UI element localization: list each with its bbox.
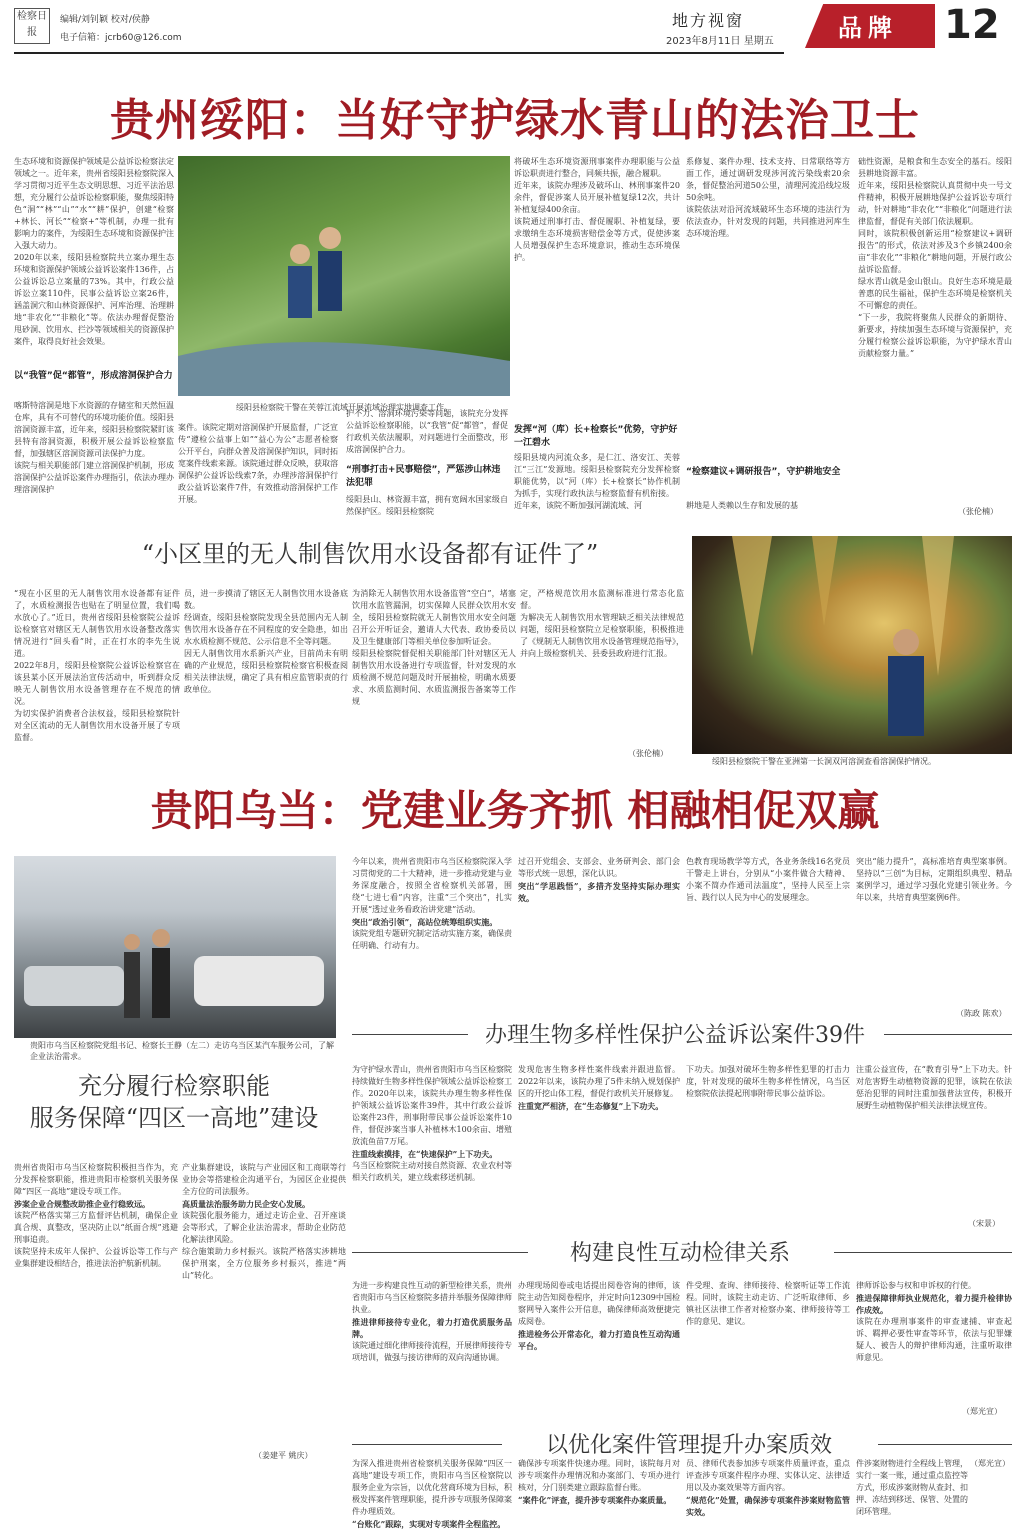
section3-rule-left: [352, 1444, 502, 1445]
inline-subhead: “案件化”评查，提升涉专项案件办案质量。: [518, 1495, 672, 1505]
section3-text-col1: [352, 1458, 512, 1529]
page-number: 12: [944, 2, 1000, 48]
section2-text-col2: [518, 1280, 680, 1420]
editor-credit: 编辑/刘钊颖 校对/侯静: [60, 15, 150, 25]
photo2-caption: 绥阳县检察院干警在亚洲第一长洞双河溶洞查看溶洞保护情况。: [712, 757, 936, 766]
section1-text-col3: [686, 1064, 850, 1230]
article1-subhead3: 发挥“河（库）长+检察长”优势，守护好一江碧水: [514, 425, 678, 448]
section2-text-col4: [856, 1280, 1012, 1406]
article1-text-col2b: [346, 408, 508, 466]
paragraph: 员、律师代表参加涉专项案件质量评查，重点评查涉专项案件程序办理、实体认定、法律适用以及办案效果等方面内容。: [686, 1459, 850, 1492]
paragraph: 案件。该院定期对溶洞保护开展监督，广泛宣传“遵检公益事上如”“益心为公”志愿者检察公开平台，向群众普及溶洞保护知识，同时拓宽案件线索来源。该院通过群众反映，获取溶洞保护公益诉讼线索7条，办理涉溶洞保护行政公益诉讼案件7件，有效推动溶洞保护工作开展。: [178, 423, 338, 504]
article3-text-colA: [14, 1162, 178, 1462]
article3-text-col5: [686, 856, 850, 1006]
paragraph: 绥阳县山、林资源丰富，拥有宽阔水国家级自然保护区。绥阳县检察院: [346, 495, 508, 516]
email-address: 电子信箱：jcrb60@126.com: [60, 33, 182, 43]
article2-text-col2: [184, 588, 348, 756]
paragraph: 为解决无人制售饮用水管理缺乏相关法律规范问题，绥阳县检察院立足检察职能，积极推进了《规制无人制售饮用水设备管理规范指导》，并向上级检察机关、县委县政府进行汇报。: [520, 613, 684, 658]
section1-text-col1: [352, 1064, 512, 1230]
inline-subhead: 突出“政治引领”，高站位统筹组织实施。: [352, 917, 498, 927]
section1-text-col4: [856, 1064, 1012, 1216]
paragraph: 定，严格规范饮用水监测标准进行常态化监督。: [520, 589, 684, 610]
paragraph: 该院强化服务能力，通过走访企业、召开座谈会等形式，了解企业法治需求，帮助企业防范化解法律风险。: [182, 1211, 346, 1244]
inline-subhead: “台账化”跟踪，实现对专项案件全程监控。: [352, 1519, 506, 1529]
paragraph: 因无人制售饮用水系新兴产业，目前尚未有明确的产业规范，绥阳县检察院检察官积极查阅相关法律法规，确定了具有相应监管职责的行政单位。: [184, 649, 348, 694]
paragraph: 喀斯特溶洞是地下水资源的存储室和天然恒温仓库，具有不可替代的环境功能价值。绥阳县溶洞资源丰富，近年来，绥阳县检察院紧盯该县特有溶洞资源，积极开展公益诉讼检察监督，加强辖区溶洞资源司法保护力度。: [14, 401, 174, 458]
paragraph: 同时，该院积极创新运用“检察建议+调研报告”的形式，依法对涉及3个乡镇2400余亩“非农化”“非粮化”耕地问题，开展行政公益诉讼监督。: [858, 229, 1012, 274]
photo3-caption: 贵阳市乌当区检察院党组书记、检察长王静（左二）走访乌当区某汽车服务公司，了解企业法治需求。: [30, 1041, 334, 1061]
article1-text-col3: [514, 156, 680, 422]
photo1-caption: 绥阳县检察院干警在芙蓉江流域开展流域治理实地调查工作。: [236, 403, 452, 412]
paragraph: 为深入推进贵州省检察机关服务保障“四区一高地”建设专项工作，贵阳市乌当区检察院以服务企业为宗旨，以优化营商环境为目标，积极发挥案件管理职能，提升涉专项服务保障案件办理质效。: [352, 1459, 512, 1516]
paragraph: 件涉案财物进行全程线上管理，实行一案一账，通过重点监控等方式，形成涉案财物从查封、扣押、冻结到移送、保管、处置的闭环管理。: [856, 1459, 968, 1516]
article1-text-col4: [686, 156, 850, 456]
inline-subhead: 突出“学思践悟”，多措齐发坚持实际办理实效。: [518, 881, 680, 903]
paragraph: 确保涉专项案件快速办理。同时，该院每月对涉专项案件办理情况和办案部门、专项办进行核对，分门别类建立跟踪监督台账。: [518, 1459, 680, 1492]
paragraph: 为切实保护消费者合法权益，绥阳县检察院针对全区流动的无人制售饮用水设备开展了专项监督。: [14, 709, 180, 742]
section1-byline: （宋景）: [968, 1219, 1000, 1228]
paragraph: 础性资源，是粮食和生态安全的基石。绥阳县耕地资源丰富。: [858, 157, 1012, 178]
photo-illustration: [14, 856, 336, 1038]
paragraph: 过召开党组会、支部会、业务研判会、部门会等形式统一思想，深化认识。: [518, 857, 680, 878]
inline-subhead: 推进律师接待专业化，着力打造优质服务品牌。: [352, 1317, 512, 1339]
paragraph: 近年来，该院不断加强河湖流域、河: [514, 501, 642, 510]
article3-text-col3: [352, 856, 512, 1006]
section3-rule-right: [878, 1444, 1012, 1445]
inline-subhead: 高质量法治服务助力民企安心发展。: [182, 1199, 310, 1209]
section2-text-col3: [686, 1280, 850, 1420]
section-title: 地方视窗: [672, 11, 745, 30]
section3-title: 以优化案件管理提升办案质效: [545, 1433, 832, 1458]
section3-text-col2: [518, 1458, 680, 1505]
section2-rule-left: [352, 1252, 528, 1253]
article2-text-col1: [14, 588, 180, 756]
paragraph: “下一步，我院将聚焦人民群众的新期待、新要求，持续加强生态环境与资源保护，充分履行检察公益诉讼职能，为守护绿水青山贡献检察力量。”: [858, 313, 1012, 358]
paragraph: 该院党组专题研究制定活动实施方案，确保责任明确、行动有力。: [352, 929, 512, 950]
article1-text-col3b: [514, 452, 680, 518]
car-shape: [194, 956, 324, 1006]
section2-text-col1: [352, 1280, 512, 1420]
paragraph: 色教育现场教学等方式，各业务条线16名党员干警走上讲台，分别从“小案件做合大精神、小案不简办作通司法温度”，坚持人民至上宗旨、践行以人民为中心的发展理念。: [686, 857, 850, 902]
paragraph: 该院通过刑事打击、督促履职、补植复绿，要求缴纳生态环境损害赔偿金等方式，促使涉案人员增强保护生态环境意识，推动生态环境保护。: [514, 217, 680, 262]
paragraph: 贵州省贵阳市乌当区检察院积极担当作为，充分发挥检察职能，推进贵阳市检察机关服务保障“四区一高地”建设专项工作。: [14, 1163, 178, 1196]
article3-text-col4: [518, 856, 680, 1006]
paragraph: 产业集群建设，该院与产业园区和工商联等行业协会等搭建检企沟通平台，为园区企业提供全方位的司法服务。: [182, 1163, 346, 1196]
paragraph: 经调查，绥阳县检察院发现全县范围内无人制售饮用水设备存在不同程度的安全隐患，如出水水质检测不规范、公示信息不全等问题。: [184, 613, 348, 646]
section3-byline: （郑光宣）: [970, 1459, 1010, 1468]
paragraph: 员，进一步摸清了辖区无人制售饮用水设备底数。: [184, 589, 348, 610]
paragraph: 发现危害生物多样性案件线索并跟进监督。2022年以来，该院办理了5件未纳入规划保护区的开挖山体工程，督促行政机关开展修复。: [518, 1065, 680, 1098]
inline-subhead: 涉案企业合规整改助推企业行稳致远。: [14, 1199, 150, 1209]
cave-inspection-photo: [692, 536, 1012, 754]
photo-illustration: [178, 156, 510, 396]
paragraph: 为守护绿水青山，贵州省贵阳市乌当区检察院持续做好生物多样性保护领域公益诉讼检察工作。2020年以来，该院共办理生物多样性保护领域公益诉讼案件39件，其中行政公益诉讼案件23件，刑事附带民事公益诉讼案件10件，督促涉案当事人补植林木100余亩、增殖放流鱼苗7万尾。: [352, 1065, 512, 1146]
paragraph: 注重公益宣传，在“教育引导”上下功夫。针对危害野生动植物资源的犯罪，该院在依法惩治犯罪的同时注重加强普法宣传，积极开展野生动植物保护相关法律法规宣传。: [856, 1065, 1012, 1110]
section3-text-col3: [686, 1458, 850, 1517]
article1-text-col4b: [686, 500, 850, 518]
officer-head: [290, 244, 310, 264]
inline-subhead: 注重宽严相济，在“生态修复”上下功夫。: [518, 1101, 664, 1111]
photo-illustration: [692, 536, 1012, 754]
paragraph: 办理现场阅卷或电话提出阅卷咨询的律师，该院主动告知阅卷程序，并定时向12309中国检察网导入案件公开信息，确保律师高效便捷完成阅卷。: [518, 1281, 680, 1326]
issue-date: 2023年8月11日 星期五: [666, 36, 774, 47]
officer-figure: [888, 656, 924, 736]
article3-subheadline-a: 充分履行检察职能: [78, 1072, 270, 1100]
header-rule: [14, 52, 784, 54]
inline-subhead: “规范化”处置，确保涉专项案件涉案财物监管实效。: [686, 1495, 850, 1517]
article3-text-colB: [182, 1162, 346, 1448]
masthead: [0, 0, 1024, 70]
visitor-figure: [124, 952, 140, 1018]
article3-text-col6: [856, 856, 1012, 1006]
article1-subhead4: “检察建议+调研报告”，守护耕地安全: [686, 467, 841, 477]
paragraph: 件受理、查询、律师接待、检察听证等工作流程。同时，该院主动走访、广泛听取律师、乡镇社区法律工作者对检察办案、律师接待等工作的意见、建议。: [686, 1281, 850, 1326]
paragraph: 为消除无人制售饮用水设备监管“空白”，堵塞饮用水监管漏洞，切实保障人民群众饮用水安全，绥阳县检察院就无人制售饮用水安全问题召开公开听证会，邀请人大代表、政协委员以及卫生健康部门等相关单位参加听证会。: [352, 589, 516, 646]
paragraph: 近年来，该院办理涉及破坏山、林刑事案件20余件，督促涉案人员开展补植复绿12次，共计补植复绿400余亩。: [514, 181, 680, 214]
officer-figure: [288, 266, 312, 318]
inline-subhead: 推进检务公开常态化，着力打造良性互动沟通平台。: [518, 1329, 680, 1351]
paragraph: 突出“能力提升”，高标准培育典型案事例。坚持以“三创”为目标，定期组织典型、精品案例学习，通过学习强化党建引领业务。今年以来，共培育典型案例6件。: [856, 857, 1012, 902]
visitor-head: [124, 934, 140, 950]
paragraph: 为进一步构建良性互动的新型检律关系，贵州省贵阳市乌当区检察院多措并举服务保障律师执业。: [352, 1281, 512, 1314]
paragraph: 该院坚持未成年人保护、公益诉讼等工作与产业集群建设相结合，推进法治护航新机制。: [14, 1247, 178, 1268]
article1-subhead2: “刑事打击+民事赔偿”，严惩涉山林违法犯罪: [346, 465, 501, 488]
paragraph: 该院与相关职能部门建立溶洞保护机制，形成溶洞保护公益诉讼案件办理指引，依法办理办理溶洞保护: [14, 461, 174, 494]
article1-text-col2c: [346, 494, 508, 518]
paragraph: 2020年以来，绥阳县检察院共立案办理生态环境和资源保护领域公益诉讼案件136件，占公益诉讼总立案量的73%。其中，行政公益诉讼立案110件，民事公益诉讼立案26件，涵盖洞穴和山林资源保护、河库治理、治理耕地“非农化”“非粮化”等。依法办理督促整治甩砂洞、饮用水、拦沙等领域相关的资源保护案件，取得良好社会效果。: [14, 253, 174, 346]
visitor-figure: [152, 948, 170, 1018]
section1-text-col2: [518, 1064, 680, 1230]
article3-byline-b: （陈政 陈欢）: [956, 1009, 1007, 1018]
section1-rule-left: [352, 1034, 468, 1035]
section2-rule-right: [834, 1252, 1012, 1253]
article3-headline: 贵阳乌当：党建业务齐抓 相融相促双赢: [150, 786, 880, 835]
article1-text-col1c: [14, 400, 174, 518]
paragraph: 2022年8月，绥阳县检察院公益诉讼检察官在该县某小区开展法治宣传活动中，听到群众反映无人制售饮用水设备管理存在不规范的情况。: [14, 661, 180, 706]
paragraph: 将破坏生态环境资源刑事案件办理职能与公益诉讼职责进行整合，同频共振，融合履职。: [514, 157, 680, 178]
paragraph: 绥阳县境内河流众多，是仁江、洛安江、芙蓉江“三江”发源地。绥阳县检察院充分发挥检察职能优势，以“河（库）长+检察长”协作机制为抓手，实现行政执法与检察监督有机衔接。: [514, 453, 680, 498]
inline-subhead: 推进保障律师执业规范化，着力提升检律协作成效。: [856, 1293, 1012, 1315]
article1-text-col2a: [178, 422, 338, 518]
paragraph: 该院在办理刑事案件的审查逮捕、审查起诉、羁押必要性审查等环节，依法与犯罪嫌疑人、被告人的辩护律师沟通，注重听取律师意见。: [856, 1317, 1012, 1362]
newspaper-logo: 检察日报: [14, 8, 50, 44]
section2-title: 构建良性互动检律关系: [569, 1241, 790, 1266]
article2-text-col4: [520, 588, 684, 752]
section3-text-col4: [856, 1458, 968, 1516]
article1-headline: 贵州绥阳：当好守护绿水青山的法治卫士: [110, 95, 920, 146]
paragraph: 该院通过细化律师接待流程，开展律师接待专项培训，做强与接访律师的双向沟通协调。: [352, 1341, 512, 1362]
stalactite: [922, 536, 954, 676]
paragraph: 综合施策助力乡村振兴。该院严格落实涉耕地保护刑案，全方位服务乡村振兴，推进“两山”转化。: [182, 1247, 346, 1280]
stalactite: [812, 536, 838, 626]
paragraph: 绿水青山就是金山银山。良好生态环境是最普惠的民生福祉，保护生态环境是检察机关不可懈怠的责任。: [858, 277, 1012, 310]
paragraph: 绥阳县检察院督促相关职能部门针对辖区无人制售饮用水设备进行专项监督，针对发现的水质检测不规范问题及时开展抽检，明确水质要求、水质监测时间、水质监测报告备案等工作规: [352, 649, 516, 706]
article2-text-col3: [352, 588, 516, 756]
paragraph: 该院依法对沿河流域破坏生态环境的违法行为依法查办，针对发现的问题，共同推进河库生态环境治理。: [686, 205, 850, 238]
company-visit-photo: [14, 856, 336, 1038]
section1-rule-right: [884, 1034, 1012, 1035]
paragraph: “现在小区里的无人制售饮用水设备都有证件了，水质检测报告也贴在了明显位置，我们喝水放心了。”近日，贵州省绥阳县检察院公益诉讼检察官对辖区无人制售饮用水设备整改落实情况进行“回头看”时，正在打水的李先生说道。: [14, 589, 180, 658]
paragraph: 护不力、溶洞环境污染等问题，该院充分发挥公益诉讼检察职能，以“我管”促“都管”，督促行政机关依法履职，对问题进行全面整改，形成溶洞保护合力。: [346, 409, 508, 454]
paragraph: 近年来，绥阳县检察院认真贯彻中央一号文件精神，积极开展耕地保护公益诉讼专项行动，针对耕地“非农化”“非粮化”问题进行法律监督，督促有关部门依法履职。: [858, 181, 1012, 226]
article1-byline: （张伦楠）: [958, 507, 998, 516]
paragraph: 今年以来，贵州省贵阳市乌当区检察院深入学习贯彻党的二十大精神，进一步推动党建与业务深度融合，按照全省检察机关部署，围绕“七进七看”内容，注重“三个突出”，扎实开展“透过业务看政治讲党建”活动。: [352, 857, 512, 914]
brand-label: 品牌: [838, 14, 898, 42]
article1-text-col5: [858, 156, 1012, 506]
paragraph: 乌当区检察院主动对接自然资源、农业农村等相关行政机关，建立线索移送机制。: [352, 1161, 512, 1182]
article3-byline-a: （姜建平 姚庆）: [254, 1451, 313, 1460]
article2-byline: （张伦楠）: [628, 749, 668, 758]
article3-subheadline-b: 服务保障“四区一高地”建设: [29, 1104, 319, 1132]
paragraph: 生态环境和资源保护领域是公益诉讼检察法定领域之一。近年来，贵州省绥阳县检察院深入学习贯彻习近平生态文明思想、习近平法治思想，充分履行公益诉讼检察职能，聚焦绥阳特色“洞”“林”“山”“水”“耕”保护，创建“检察+林长、河长”“检察+”等机制，办理一批有影响力的案件，为绥阳生态环境和资源保护注入强大动力。: [14, 157, 174, 250]
paragraph: 该院严格落实第三方监督评估机制，确保企业真合规、真整改，坚决防止以“纸面合规”逃避刑事追责。: [14, 1211, 178, 1244]
river-water: [178, 342, 510, 396]
officer-figure: [318, 251, 342, 311]
paragraph: 下功夫。加强对破坏生物多样性犯罪的打击力度，针对发现的破坏生物多样性情况，乌当区检察院依法提起刑事附带民事公益诉讼。: [686, 1065, 850, 1098]
inline-subhead: 注重线索摸排，在“快速保护”上下功夫。: [352, 1149, 498, 1159]
car-shape: [24, 966, 124, 1006]
visitor-head: [152, 929, 170, 947]
section2-byline: （郑光宣）: [962, 1407, 1002, 1416]
article2-headline: “小区里的无人制售饮用水设备都有证件了”: [141, 540, 599, 568]
riverside-inspection-photo: [178, 156, 510, 396]
officer-head: [893, 629, 919, 655]
stalactite: [732, 536, 772, 656]
section1-title: 办理生物多样性保护公益诉讼案件39件: [485, 1023, 865, 1048]
article1-text-col1a: [14, 156, 174, 364]
article1-subhead1: 以“我管”促“都管”，形成溶洞保护合力: [14, 371, 173, 381]
paragraph: 系修复、案件办理、技术支持、日常联络等方面工作，通过调研发现涉河流污染线索20余条，督促整治河道50公里，清理河流沿线垃圾50余吨。: [686, 157, 850, 202]
paragraph: 耕地是人类赖以生存和发展的基: [686, 501, 798, 510]
officer-head: [319, 227, 341, 249]
paragraph: 律师诉讼参与权和申诉权的行使。: [856, 1281, 976, 1290]
